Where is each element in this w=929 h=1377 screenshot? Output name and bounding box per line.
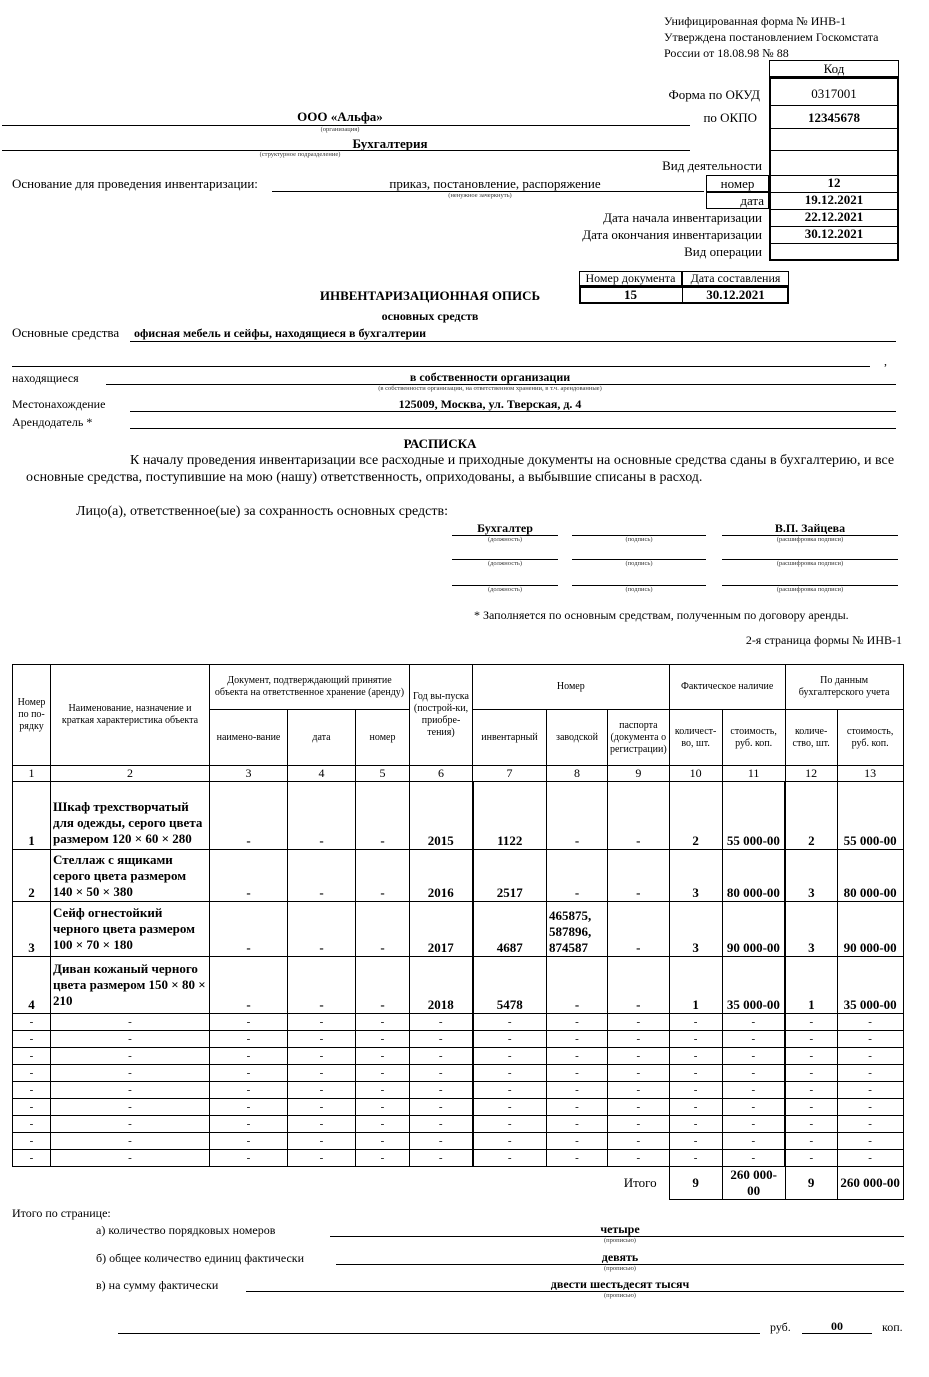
dash-cell: - [473,1065,547,1082]
row-doc-date: - [288,782,356,850]
dash-cell: - [837,1048,903,1065]
row-doc-name: - [210,902,288,957]
dash-cell: - [210,1014,288,1031]
th-name: Наименование, назначение и краткая характеристика объекта [51,665,210,766]
dash-cell: - [13,1031,51,1048]
dash-cell: - [473,1048,547,1065]
total-qty: 9 [669,1167,722,1200]
col-number: 7 [473,766,547,782]
row-factory: 465875, 587896, 874587 [547,902,608,957]
row-doc-date: - [288,957,356,1014]
row-cost: 35 000-00 [722,957,785,1014]
row-name: Шкаф трехстворчатый для одежды, серого цвета размером 120 × 60 × 280 [51,782,210,850]
dash-cell: - [608,1014,670,1031]
cap-signature-2: (подпись) [625,560,653,567]
dash-cell: - [51,1082,210,1099]
dash-cell: - [547,1031,608,1048]
th-year: Год вы-пуска (построй-ки, приобре-тения) [410,665,473,766]
dash-cell: - [473,1150,547,1167]
row-acc-cost: 55 000-00 [837,782,903,850]
row-doc-date: - [288,850,356,902]
empty-row [13,1099,904,1116]
dash-cell: - [288,1133,356,1150]
th-accounting: По данным бухгалтерского учета [785,665,903,710]
summary-c-label: в) на сумму фактически [96,1278,219,1292]
col-number: 8 [547,766,608,782]
row-acc-qty: 3 [785,850,837,902]
dash-cell: - [288,1150,356,1167]
th-acc-cost: стоимость, руб. коп. [837,710,903,766]
place-label: Местонахождение [12,397,106,411]
dash-cell: - [669,1048,722,1065]
docdate-value: 30.12.2021 [706,287,765,302]
empty-row [13,1065,904,1082]
dash-cell: - [410,1133,473,1150]
th-number: Номер [473,665,670,710]
col-number: 1 [13,766,51,782]
row-acc-qty: 2 [785,782,837,850]
dash-cell: - [356,1116,410,1133]
dash-cell: - [722,1150,785,1167]
dash-cell: - [51,1116,210,1133]
dash-cell: - [356,1133,410,1150]
dash-cell: - [785,1133,837,1150]
dash-cell: - [473,1099,547,1116]
row-num: 1 [13,782,51,850]
dash-cell: - [288,1116,356,1133]
dash-cell: - [13,1133,51,1150]
cap-decode-3: (расшифровка подписи) [776,586,844,593]
row-doc-name: - [210,957,288,1014]
dash-cell: - [410,1116,473,1133]
th-doc-date: дата [288,710,356,766]
col-number: 6 [410,766,473,782]
row-year: 2017 [410,902,473,957]
dash-cell: - [722,1031,785,1048]
row-doc-date: - [288,902,356,957]
persons-label: Лицо(а), ответственное(ые) за сохранность основных средств: [76,504,449,519]
dash-cell: - [669,1031,722,1048]
dash-cell: - [669,1116,722,1133]
row-inv: 4687 [473,902,547,957]
cap-position-2: (должность) [487,560,523,567]
dash-cell: - [410,1014,473,1031]
column-numbers-row [13,766,904,782]
date-value: 19.12.2021 [804,192,864,207]
summary-a-label: а) количество порядковых номеров [96,1223,276,1237]
summary-c-value: двести шестьдесят тысяч [550,1277,690,1291]
th-factory: заводской [547,710,608,766]
form-line-3: России от 18.08.98 № 88 [664,46,789,60]
th-actual: Фактическое наличие [669,665,785,710]
basis-value: приказ, постановление, распоряжение [389,176,601,191]
dash-cell: - [608,1116,670,1133]
cap-signature-3: (подпись) [625,586,653,593]
number-value: 12 [827,175,841,190]
position-1: Бухгалтер [477,521,533,535]
dash-cell: - [837,1082,903,1099]
dash-cell: - [288,1014,356,1031]
code-header-label: Код [823,61,845,76]
dash-cell: - [785,1099,837,1116]
dash-cell: - [210,1150,288,1167]
dash-cell: - [785,1048,837,1065]
dash-cell: - [51,1014,210,1031]
th-acc-qty: количе-ство, шт. [785,710,837,766]
kop-label: коп. [882,1320,903,1334]
name-1: В.П. Зайцева [774,521,846,535]
row-qty: 3 [669,902,722,957]
form-line-2: Утверждена постановлением Госкомстата [664,30,879,44]
empty-row [13,1150,904,1167]
row-passport: - [608,850,670,902]
row-doc-number: - [356,782,410,850]
row-year: 2018 [410,957,473,1014]
th-passport: паспорта (документа о регистрации) [608,710,670,766]
dash-cell: - [608,1150,670,1167]
dash-cell: - [51,1031,210,1048]
docdate-header: Дата составления [690,271,781,285]
dash-cell: - [669,1099,722,1116]
dash-cell: - [356,1031,410,1048]
row-acc-qty: 1 [785,957,837,1014]
dash-cell: - [13,1116,51,1133]
row-name: Сейф огнестойкий черного цвета размером 100 × 70 × 180 [51,902,210,957]
dash-cell: - [410,1048,473,1065]
dash-cell: - [51,1048,210,1065]
kop-value: 00 [831,1319,843,1333]
page-label: 2-я страница формы № ИНВ-1 [745,633,902,647]
row-doc-name: - [210,782,288,850]
empty-row [13,1031,904,1048]
th-num: Номер по по-рядку [13,665,51,766]
dash-cell: - [547,1065,608,1082]
dash-cell: - [722,1082,785,1099]
row-inv: 2517 [473,850,547,902]
dash-cell: - [547,1014,608,1031]
col-number: 2 [51,766,210,782]
row-factory: - [547,957,608,1014]
dash-cell: - [210,1082,288,1099]
dash-cell: - [210,1116,288,1133]
row-passport: - [608,957,670,1014]
cap-signature-1: (подпись) [625,536,653,543]
basis-caption: (ненужное зачеркнуть) [448,192,512,199]
total-acc-qty: 9 [785,1167,837,1200]
dash-cell: - [722,1099,785,1116]
dash-cell: - [669,1082,722,1099]
dash-cell: - [473,1116,547,1133]
table-row [13,902,904,957]
row-qty: 2 [669,782,722,850]
row-year: 2016 [410,850,473,902]
cap-decode-2: (расшифровка подписи) [776,560,844,567]
row-passport: - [608,902,670,957]
th-cost: стоимость, руб. коп. [722,710,785,766]
col-number: 12 [785,766,837,782]
dash-cell: - [722,1048,785,1065]
dash-cell: - [547,1133,608,1150]
total-label: Итого [13,1167,670,1200]
dash-cell: - [785,1116,837,1133]
summary-b-caption: (прописью) [604,1265,636,1272]
dash-cell: - [547,1150,608,1167]
empty-row [13,1133,904,1150]
row-num: 3 [13,902,51,957]
dash-cell: - [410,1099,473,1116]
cap-position-1: (должность) [487,536,523,543]
lessor-label: Арендодатель * [12,415,93,429]
row-cost: 55 000-00 [722,782,785,850]
operation-label: Вид операции [684,244,762,259]
dash-cell: - [837,1116,903,1133]
docnum-header: Номер документа [585,271,676,285]
receipt-title: РАСПИСКА [403,436,477,451]
total-acc-cost: 260 000-00 [837,1167,903,1200]
dash-cell: - [13,1099,51,1116]
col-number: 13 [837,766,903,782]
cap-decode-1: (расшифровка подписи) [776,536,844,543]
end-label: Дата окончания инвентаризации [582,227,762,242]
dash-cell: - [13,1082,51,1099]
dash-cell: - [473,1031,547,1048]
located-caption: (в собственности организации, на ответственном хранении, в т.ч. арендованные) [378,385,602,392]
dash-cell: - [51,1133,210,1150]
dash-cell: - [410,1031,473,1048]
dash-cell: - [608,1082,670,1099]
row-passport: - [608,782,670,850]
department: Бухгалтерия [352,136,428,151]
total-row [13,1167,904,1200]
row-cost: 80 000-00 [722,850,785,902]
table-row [13,957,904,1014]
start-value: 22.12.2021 [804,209,864,224]
dash-cell: - [722,1014,785,1031]
empty-row [13,1082,904,1099]
dash-cell: - [288,1031,356,1048]
dash-cell: - [210,1031,288,1048]
dash-cell: - [210,1133,288,1150]
row-inv: 5478 [473,957,547,1014]
col-number: 3 [210,766,288,782]
dash-cell: - [785,1082,837,1099]
dash-cell: - [785,1065,837,1082]
assets-label: Основные средства [12,325,120,340]
dash-cell: - [785,1031,837,1048]
rub-label: руб. [770,1320,791,1334]
dash-cell: - [410,1082,473,1099]
dash-cell: - [837,1150,903,1167]
dash-cell: - [722,1133,785,1150]
row-name: Диван кожаный черного цвета размером 150 × 80 × 210 [51,957,210,1014]
dash-cell: - [547,1116,608,1133]
empty-row [13,1048,904,1065]
dash-cell: - [288,1099,356,1116]
row-acc-qty: 3 [785,902,837,957]
dash-cell: - [473,1133,547,1150]
dash-cell: - [51,1150,210,1167]
receipt-text-1: К началу проведения инвентаризации все расходные и приходные документы на основные средства сданы в бухгалтерию, и все [130,453,895,468]
org-caption: (организация) [320,126,360,133]
col-number: 9 [608,766,670,782]
row-num: 2 [13,850,51,902]
dash-cell: - [608,1048,670,1065]
form-line-1: Унифицированная форма № ИНВ-1 [664,14,847,28]
row-doc-number: - [356,850,410,902]
dash-cell: - [356,1150,410,1167]
number-label: номер [720,176,755,191]
row-doc-number: - [356,902,410,957]
dash-cell: - [785,1150,837,1167]
basis-label: Основание для проведения инвентаризации: [12,176,258,191]
row-acc-cost: 35 000-00 [837,957,903,1014]
summary-b-label: б) общее количество единиц фактически [96,1251,305,1265]
dash-cell: - [13,1048,51,1065]
footnote: * Заполняется по основным средствам, полученным по договору аренды. [474,608,849,622]
dash-cell: - [356,1099,410,1116]
dash-cell: - [547,1048,608,1065]
col-number: 5 [356,766,410,782]
activity-label: Вид деятельности [662,158,762,173]
okpo-value: 12345678 [808,110,860,125]
dash-cell: - [473,1082,547,1099]
date-label: дата [740,193,764,208]
dash-cell: - [837,1065,903,1082]
dash-cell: - [547,1099,608,1116]
docnum-value: 15 [624,287,637,302]
row-num: 4 [13,957,51,1014]
dash-cell: - [288,1048,356,1065]
assets-comma: , [884,354,887,368]
row-qty: 1 [669,957,722,1014]
th-doc-number: номер [356,710,410,766]
end-value: 30.12.2021 [804,226,864,241]
row-factory: - [547,850,608,902]
cap-position-3: (должность) [487,586,523,593]
th-doc-name: наимено-вание [210,710,288,766]
dash-cell: - [356,1048,410,1065]
dash-cell: - [837,1133,903,1150]
th-inv: инвентарный [473,710,547,766]
dash-cell: - [356,1014,410,1031]
summary-a-caption: (прописью) [604,1237,636,1244]
summary-a-value: четыре [600,1222,640,1236]
row-factory: - [547,782,608,850]
row-cost: 90 000-00 [722,902,785,957]
dash-cell: - [669,1150,722,1167]
receipt-text-2: основные средства, поступившие на мою (нашу) ответственность, оприходованы, а выбывшие списаны в расход. [26,470,703,485]
dash-cell: - [608,1099,670,1116]
dash-cell: - [51,1065,210,1082]
table-row [13,782,904,850]
col-number: 10 [669,766,722,782]
th-doc: Документ, подтверждающий принятие объекта на ответственное хранение (аренду) [210,665,410,710]
dash-cell: - [722,1116,785,1133]
summary-c-caption: (прописью) [604,1292,636,1299]
dash-cell: - [837,1031,903,1048]
dash-cell: - [13,1150,51,1167]
dash-cell: - [13,1065,51,1082]
located-value: в собственности организации [409,370,571,384]
col-number: 11 [722,766,785,782]
table-row [13,850,904,902]
department-caption: (структурное подразделение) [259,151,341,158]
row-acc-cost: 90 000-00 [837,902,903,957]
dash-cell: - [608,1031,670,1048]
assets-value: офисная мебель и сейфы, находящиеся в бухгалтерии [134,326,427,340]
dash-cell: - [13,1014,51,1031]
dash-cell: - [669,1065,722,1082]
dash-cell: - [51,1099,210,1116]
summary-title: Итого по странице: [12,1206,111,1220]
row-doc-name: - [210,850,288,902]
row-year: 2015 [410,782,473,850]
empty-row [13,1014,904,1031]
dash-cell: - [288,1065,356,1082]
okpo-label: по ОКПО [703,110,757,125]
total-cost: 260 000-00 [722,1167,785,1200]
dash-cell: - [547,1082,608,1099]
dash-cell: - [210,1048,288,1065]
dash-cell: - [722,1065,785,1082]
row-qty: 3 [669,850,722,902]
dash-cell: - [410,1065,473,1082]
doc-title: ИНВЕНТАРИЗАЦИОННАЯ ОПИСЬ [319,288,541,303]
row-inv: 1122 [473,782,547,850]
empty-row [13,1116,904,1133]
summary-b-value: девять [601,1250,639,1264]
dash-cell: - [356,1082,410,1099]
inventory-table [12,664,904,1200]
dash-cell: - [288,1082,356,1099]
start-label: Дата начала инвентаризации [603,210,762,225]
dash-cell: - [669,1014,722,1031]
col-number: 4 [288,766,356,782]
dash-cell: - [608,1065,670,1082]
okud-value: 0317001 [811,86,857,101]
dash-cell: - [356,1065,410,1082]
doc-subtitle: основных средств [381,309,479,323]
dash-cell: - [669,1133,722,1150]
dash-cell: - [410,1150,473,1167]
dash-cell: - [210,1099,288,1116]
dash-cell: - [473,1014,547,1031]
located-label: находящиеся [12,371,79,385]
okud-label: Форма по ОКУД [668,87,760,102]
row-acc-cost: 80 000-00 [837,850,903,902]
dash-cell: - [837,1014,903,1031]
place-value: 125009, Москва, ул. Тверская, д. 4 [398,397,582,411]
dash-cell: - [785,1014,837,1031]
dash-cell: - [837,1099,903,1116]
dash-cell: - [210,1065,288,1082]
dash-cell: - [608,1133,670,1150]
th-qty: количест-во, шт. [669,710,722,766]
row-doc-number: - [356,957,410,1014]
org-name: ООО «Альфа» [297,109,383,124]
row-name: Стеллаж с ящиками серого цвета размером 140 × 50 × 380 [51,850,210,902]
